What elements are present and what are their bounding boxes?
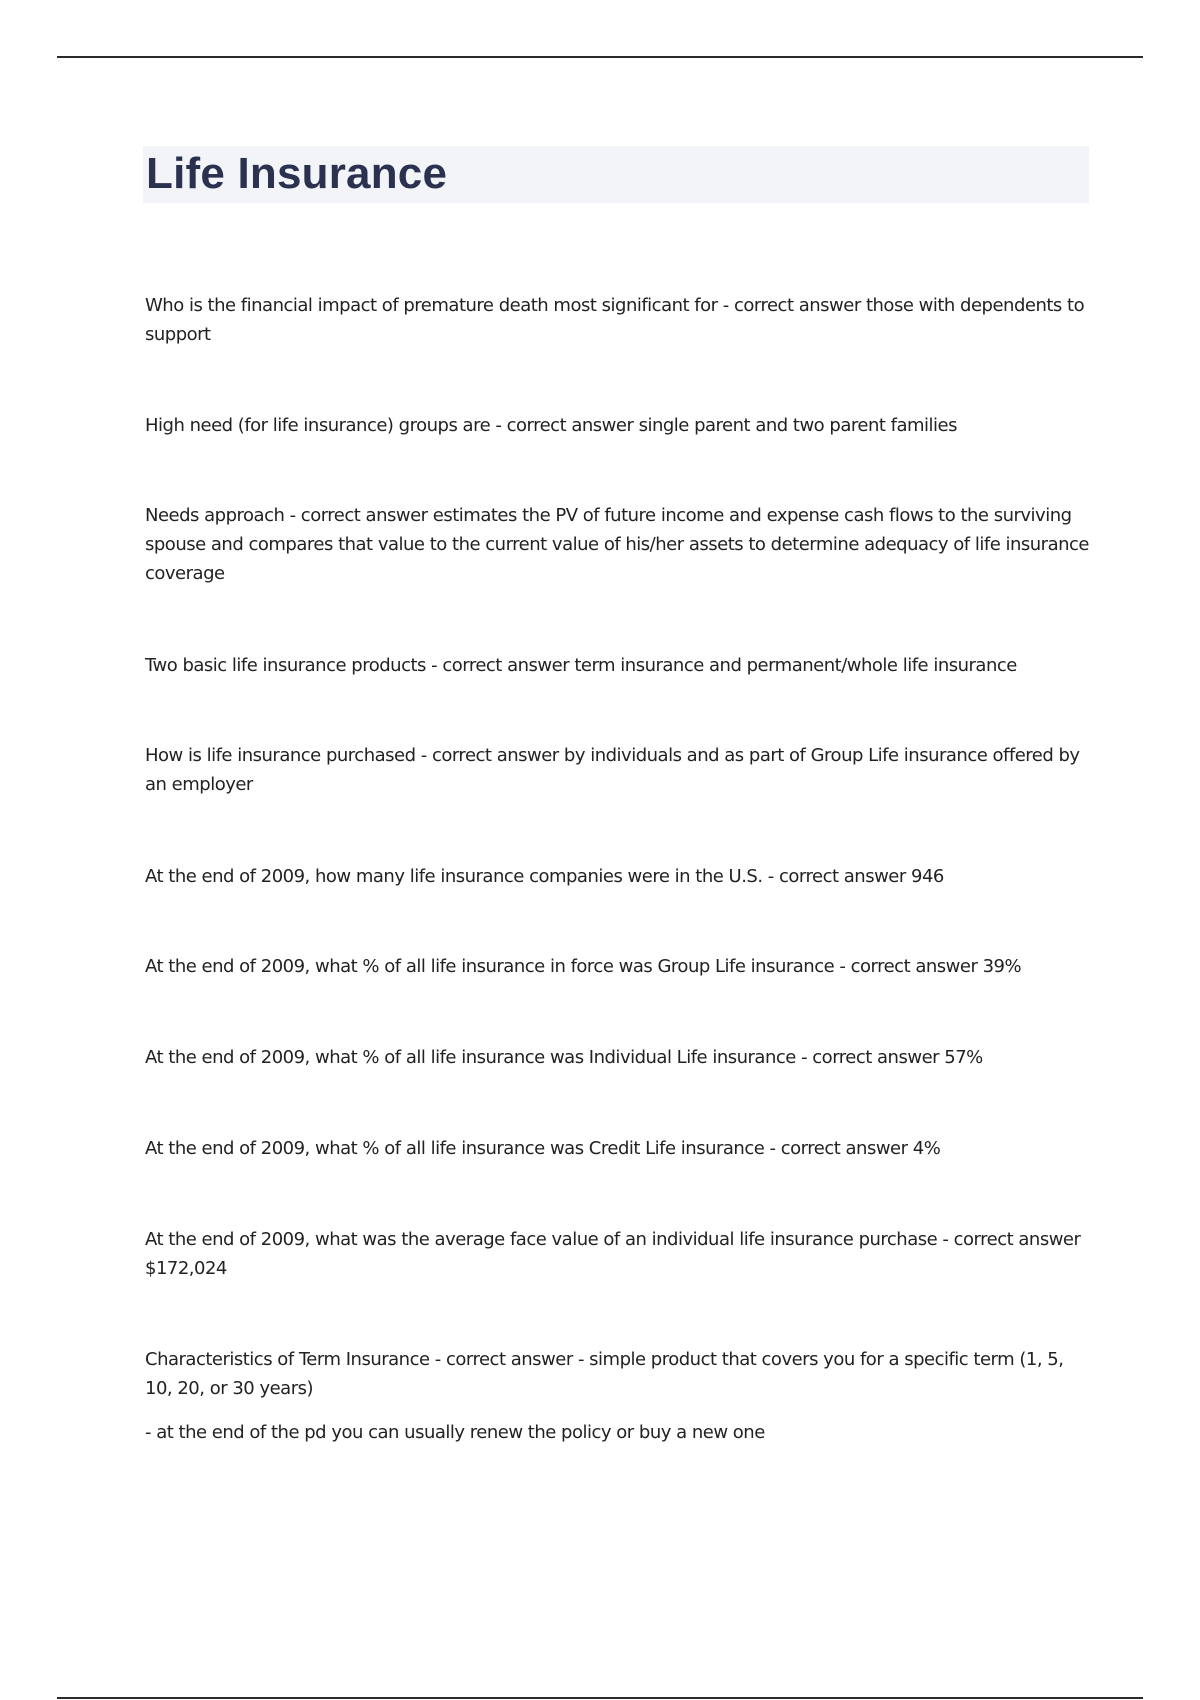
qa-item-2 [145, 411, 1090, 440]
qa-text: At the end of 2009, what % of all life insurance was Individual Life insurance - correct answer 57% [145, 1047, 983, 1068]
qa-text: Who is the financial impact of premature death most significant for - correct answer those with dependents to support [145, 295, 1085, 345]
header-rule [57, 56, 1143, 58]
qa-item-5 [145, 741, 1090, 799]
qa-text: Needs approach - correct answer estimates the PV of future income and expense cash flows to the surviving spouse and compares that value to the current value of his/her assets to determine adequacy of life insurance coverage [145, 505, 1089, 584]
qa-item-11 [145, 1345, 1090, 1447]
footer-rule [57, 1697, 1143, 1699]
qa-text: At the end of 2009, how many life insurance companies were in the U.S. - correct answer 946 [145, 866, 944, 887]
qa-text: Two basic life insurance products - correct answer term insurance and permanent/whole life insurance [145, 655, 1017, 676]
qa-text: At the end of 2009, what % of all life insurance in force was Group Life insurance - correct answer 39% [145, 956, 1022, 977]
qa-item-4 [145, 651, 1090, 680]
qa-item-1 [145, 291, 1090, 349]
qa-item-8 [145, 1043, 1090, 1072]
qa-item-7 [145, 952, 1090, 981]
page-title: Life Insurance [146, 149, 448, 198]
qa-text: How is life insurance purchased - correct answer by individuals and as part of Group Life insurance offered by an employer [145, 745, 1080, 795]
qa-item-6 [145, 862, 1090, 891]
qa-text-continuation: - at the end of the pd you can usually renew the policy or buy a new one [145, 1422, 765, 1443]
qa-item-10 [145, 1225, 1090, 1283]
qa-item-9 [145, 1134, 1090, 1163]
qa-text: At the end of 2009, what % of all life insurance was Credit Life insurance - correct answer 4% [145, 1138, 941, 1159]
qa-text: At the end of 2009, what was the average face value of an individual life insurance purchase - correct answer $172,024 [145, 1229, 1081, 1279]
qa-text: Characteristics of Term Insurance - correct answer - simple product that covers you for a specific term (1, 5, 10, 20, or 30 years) [145, 1349, 1064, 1399]
qa-text: High need (for life insurance) groups are - correct answer single parent and two parent families [145, 415, 957, 436]
qa-item-3 [145, 501, 1090, 588]
